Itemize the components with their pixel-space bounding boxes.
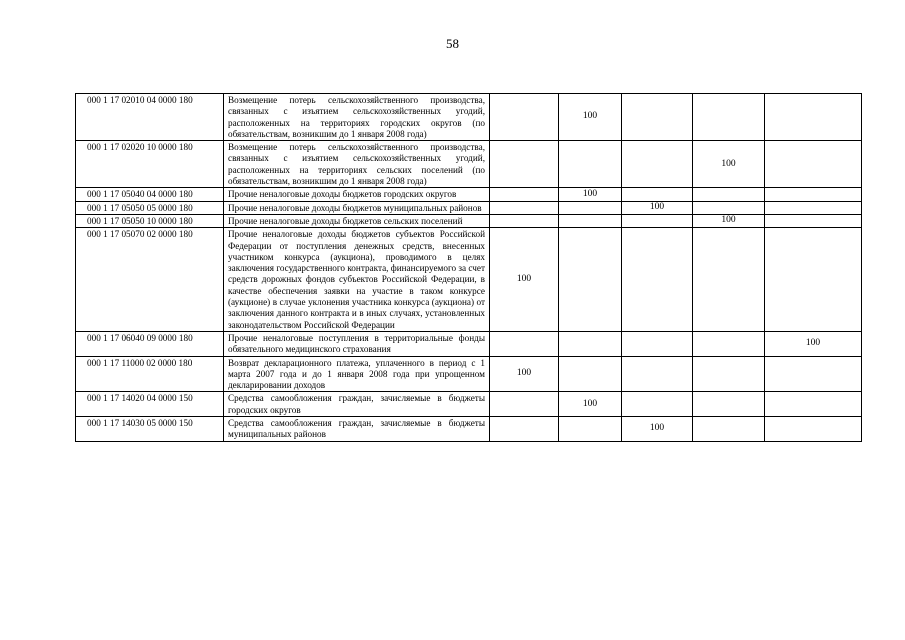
rate-cell-4: [693, 201, 765, 214]
rate-cell-1: [490, 201, 559, 214]
rate-cell-2: [559, 356, 622, 392]
rate-cell-4: [693, 94, 765, 141]
rate-cell-3: [622, 141, 693, 188]
rate-cell-5: [765, 392, 862, 417]
rate-cell-5: [765, 141, 862, 188]
rate-cell-3: [622, 188, 693, 201]
rate-cell-4: [693, 228, 765, 332]
rate-cell-4: [693, 188, 765, 201]
rate-cell-2: 100: [559, 392, 622, 417]
table-row: [76, 228, 862, 332]
rate-cell-3: [622, 94, 693, 141]
rate-cell-2: 100: [559, 188, 622, 201]
income-description-cell: Прочие неналоговые доходы бюджетов муниципальных районов: [224, 201, 490, 214]
table-row: [76, 392, 862, 417]
rate-cell-2: [559, 141, 622, 188]
table-row: [76, 188, 862, 201]
income-description-cell: Возмещение потерь сельскохозяйственного производства, связанных с изъятием сельскохозяйственных угодий, расположенных на территориях городских округов (по обязательствам, возникшим до 1 января 2008 года): [224, 94, 490, 141]
rate-cell-3: [622, 214, 693, 227]
rate-cell-2: [559, 228, 622, 332]
rate-cell-2: [559, 417, 622, 442]
income-description-cell: Возмещение потерь сельскохозяйственного производства, связанных с изъятием сельскохозяйственных угодий, расположенных на территориях сельских поселений (по обязательствам, возникшим до 1 января 2008 года): [224, 141, 490, 188]
rate-cell-4: [693, 417, 765, 442]
rate-cell-5: [765, 188, 862, 201]
rate-cell-5: [765, 356, 862, 392]
income-code-cell: 000 1 17 06040 09 0000 180: [76, 331, 224, 356]
income-code-cell: 000 1 17 02010 04 0000 180: [76, 94, 224, 141]
income-description-cell: Возврат декларационного платежа, уплаченного в период с 1 марта 2007 года и до 1 января 2008 года при упрощенном декларировании доходов: [224, 356, 490, 392]
page-number: 58: [446, 36, 459, 51]
table-row: [76, 417, 862, 442]
income-code-cell: 000 1 17 05050 05 0000 180: [76, 201, 224, 214]
rate-cell-5: [765, 214, 862, 227]
rate-cell-2: 100: [559, 94, 622, 141]
rate-cell-2: [559, 331, 622, 356]
rate-cell-4: [693, 392, 765, 417]
income-code-cell: 000 1 17 05070 02 0000 180: [76, 228, 224, 332]
rate-cell-2: [559, 201, 622, 214]
rate-cell-1: [490, 214, 559, 227]
income-code-cell: 000 1 17 02020 10 0000 180: [76, 141, 224, 188]
rate-cell-4: 100: [693, 141, 765, 188]
income-code-cell: 000 1 17 11000 02 0000 180: [76, 356, 224, 392]
rate-cell-4: [693, 356, 765, 392]
budget-classification-table: [75, 93, 862, 442]
rate-cell-1: [490, 331, 559, 356]
income-description-cell: Средства самообложения граждан, зачисляемые в бюджеты городских округов: [224, 392, 490, 417]
table-row: [76, 94, 862, 141]
income-description-cell: Прочие неналоговые доходы бюджетов сельских поселений: [224, 214, 490, 227]
rate-cell-3: [622, 392, 693, 417]
rate-cell-3: [622, 331, 693, 356]
table-row: [76, 331, 862, 356]
income-description-cell: Прочие неналоговые поступления в территориальные фонды обязательного медицинского страхования: [224, 331, 490, 356]
rate-cell-3: 100: [622, 417, 693, 442]
rate-cell-1: [490, 188, 559, 201]
table-row: [76, 214, 862, 227]
rate-cell-5: 100: [765, 331, 862, 356]
income-description-cell: Прочие неналоговые доходы бюджетов городских округов: [224, 188, 490, 201]
rate-cell-1: [490, 94, 559, 141]
income-code-cell: 000 1 17 05040 04 0000 180: [76, 188, 224, 201]
rate-cell-4: [693, 331, 765, 356]
income-code-cell: 000 1 17 14020 04 0000 150: [76, 392, 224, 417]
rate-cell-1: [490, 141, 559, 188]
rate-cell-3: [622, 356, 693, 392]
table-row: [76, 356, 862, 392]
rate-cell-3: [622, 228, 693, 332]
rate-cell-4: 100: [693, 214, 765, 227]
rate-cell-2: [559, 214, 622, 227]
income-code-cell: 000 1 17 05050 10 0000 180: [76, 214, 224, 227]
income-description-cell: Прочие неналоговые доходы бюджетов субъектов Российской Федерации от поступления денежных средств, внесенных участником конкурса (аукциона), проводимого в целях заключения государственного контракта, финансируемого за счет средств дорожных фондов субъектов Российской Федерации, в качестве обеспечения заявки на участие в таком конкурсе (аукционе) в случае уклонения участника конкурса (аукциона) от заключения данного контракта и в иных случаях, установленных законодательством Российской Федерации: [224, 228, 490, 332]
rate-cell-1: 100: [490, 228, 559, 332]
income-code-cell: 000 1 17 14030 05 0000 150: [76, 417, 224, 442]
rate-cell-5: [765, 94, 862, 141]
rate-cell-5: [765, 417, 862, 442]
rate-cell-1: 100: [490, 356, 559, 392]
rate-cell-1: [490, 392, 559, 417]
rate-cell-3: 100: [622, 201, 693, 214]
rate-cell-1: [490, 417, 559, 442]
table-body: [76, 94, 862, 442]
rate-cell-5: [765, 228, 862, 332]
rate-cell-5: [765, 201, 862, 214]
income-description-cell: Средства самообложения граждан, зачисляемые в бюджеты муниципальных районов: [224, 417, 490, 442]
table-row: [76, 201, 862, 214]
table-row: [76, 141, 862, 188]
